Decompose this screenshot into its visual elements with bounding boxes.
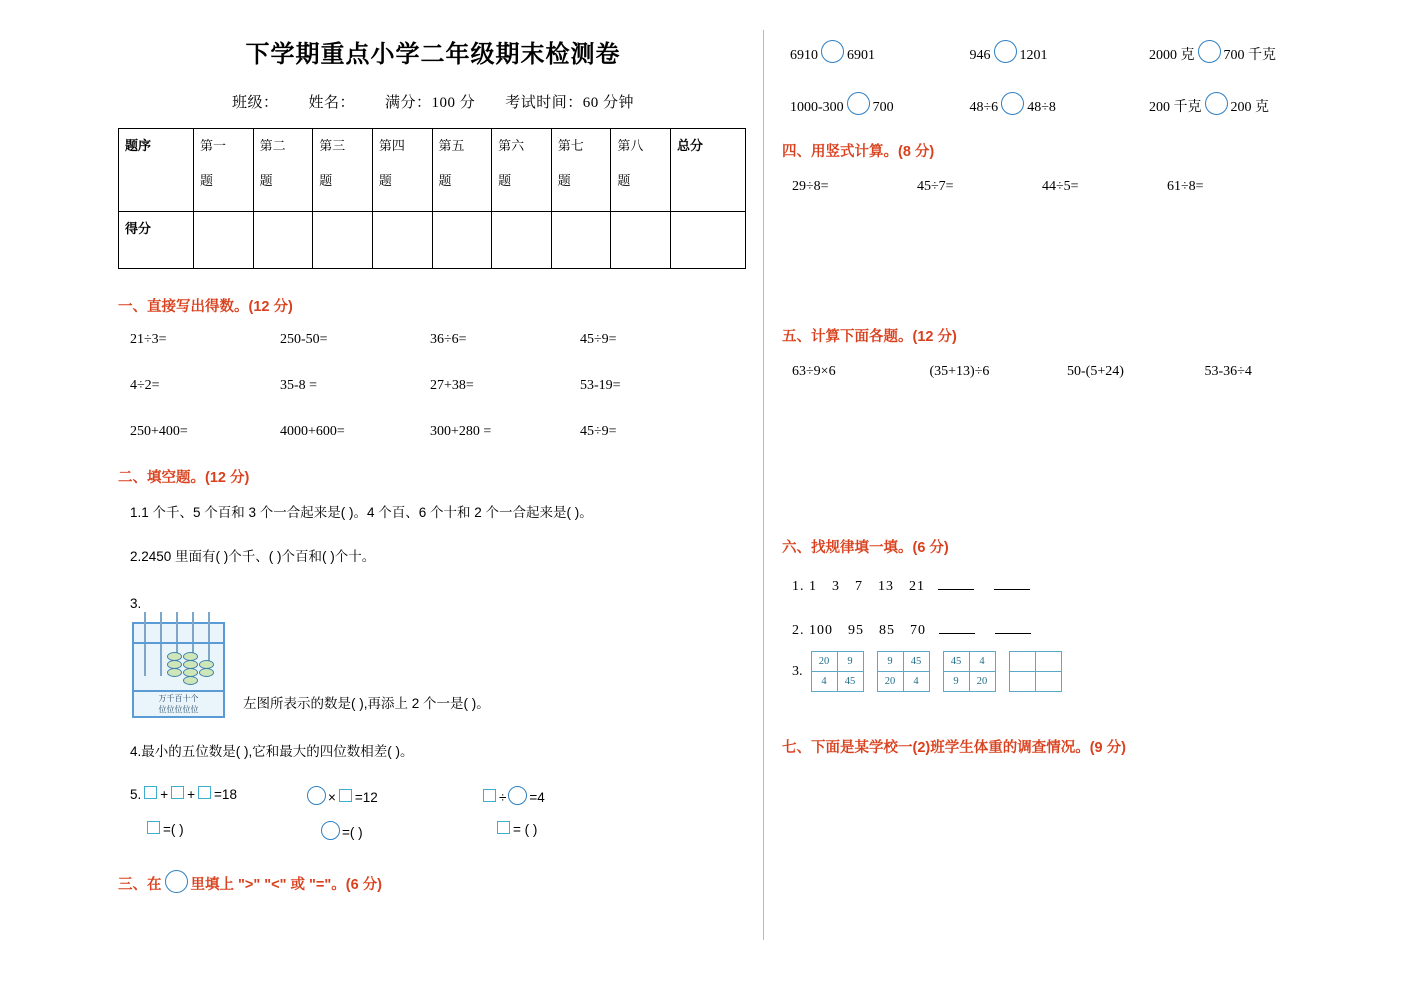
grid-cell[interactable] — [1035, 652, 1061, 672]
expression: 4÷2= — [130, 378, 160, 393]
q5-ans-2 — [319, 821, 494, 840]
table-row — [877, 672, 929, 692]
q3-number: 3. — [792, 663, 803, 679]
expression: (35+13)÷6 — [929, 364, 990, 379]
table-row — [119, 212, 746, 269]
section-1-heading: 一、直接写出得数。(12 分) — [118, 299, 293, 315]
answer-blank[interactable]: =( ) — [342, 825, 363, 841]
section-3-heading-b: 里填上 ">" "<" 或 "="。(6 分) — [190, 877, 383, 894]
q5-expr-2 — [305, 786, 480, 805]
section-4-heading: 四、用竖式计算。(8 分) — [782, 144, 935, 160]
section-2-q2: 2.2450 里面有( )个千、( )个百和( )个十。 — [130, 549, 376, 565]
expression: 4000+600= — [280, 424, 345, 439]
col-label: 第八 — [617, 138, 644, 153]
col-label-2: 题 — [378, 173, 392, 188]
expression: 44÷5= — [1042, 179, 1079, 194]
score-cell-2[interactable] — [253, 212, 313, 269]
circle-box-icon[interactable] — [321, 821, 340, 840]
section-1-row-2 — [130, 378, 748, 394]
compare-left: 1000-300 — [790, 100, 844, 115]
compare-pair — [1149, 92, 1342, 116]
col-label-2: 题 — [498, 173, 512, 188]
grid-cell[interactable] — [1009, 672, 1035, 692]
circle-box-icon[interactable] — [1205, 92, 1228, 115]
score-cell-7[interactable] — [551, 212, 611, 269]
plus-sign: + — [160, 787, 169, 803]
col-label-2: 题 — [438, 173, 452, 188]
q5-expr-1 — [130, 786, 305, 805]
column-divider — [763, 30, 764, 940]
expression: 27+38= — [430, 378, 474, 393]
left-column — [118, 30, 748, 950]
score-table-total: 总分 — [671, 129, 746, 212]
compare-right: 700 千克 — [1223, 48, 1276, 63]
score-row-label: 得分 — [119, 212, 194, 269]
section-2-q3 — [118, 616, 748, 718]
pattern-grid-2 — [877, 651, 930, 692]
square-box-icon[interactable] — [147, 821, 160, 834]
grid-cell: 9 — [877, 652, 903, 672]
section-6-q1 — [792, 575, 1342, 595]
score-table-col-8 — [611, 129, 671, 212]
compare-right: 48÷8 — [1027, 100, 1056, 115]
section-2-q5 — [130, 786, 748, 805]
section-2-q3-number: 3. — [130, 595, 142, 611]
equals-12: =12 — [354, 790, 378, 806]
expression: 35-8 = — [280, 378, 318, 393]
circle-box-icon[interactable] — [821, 40, 844, 63]
col-label: 第七 — [557, 138, 584, 153]
compare-pair — [1149, 40, 1342, 64]
grid-cell: 45 — [943, 652, 969, 672]
answer-blank[interactable]: =( ) — [163, 822, 184, 838]
expression: 250-50= — [280, 332, 328, 347]
table-row — [119, 129, 746, 212]
grid-cell: 4 — [969, 652, 995, 672]
exam-time-label: 考试时间：60 分钟 — [505, 95, 635, 111]
compare-pair — [970, 92, 1150, 116]
expression: 50-(5+24) — [1067, 364, 1124, 379]
equals-4: =4 — [529, 790, 545, 806]
grid-cell[interactable] — [1009, 652, 1035, 672]
score-cell-6[interactable] — [492, 212, 552, 269]
circle-box-icon[interactable] — [1198, 40, 1221, 63]
section-7-heading: 七、下面是某学校一(2)班学生体重的调查情况。(9 分) — [782, 740, 1126, 756]
col-label: 第一 — [200, 138, 227, 153]
section-3-heading — [118, 870, 748, 894]
expression: 21÷3= — [130, 332, 167, 347]
table-row — [811, 672, 863, 692]
col-label: 第六 — [498, 138, 525, 153]
compare-pair — [790, 92, 970, 116]
section-2-q5-answers — [144, 821, 748, 840]
answer-blank[interactable] — [938, 575, 974, 590]
pattern-grid-3 — [943, 651, 996, 692]
pattern-grid-1 — [811, 651, 864, 692]
circle-box-icon[interactable] — [994, 40, 1017, 63]
table-row — [1009, 672, 1061, 692]
section-5-heading: 五、计算下面各题。(12 分) — [782, 329, 957, 345]
circle-box-icon[interactable] — [307, 786, 326, 805]
circle-box-icon[interactable] — [508, 786, 527, 805]
score-cell-8[interactable] — [611, 212, 671, 269]
expression: 53-36÷4 — [1204, 364, 1252, 379]
col-label-2: 题 — [319, 173, 333, 188]
grid-cell: 45 — [903, 652, 929, 672]
grid-cell[interactable] — [1035, 672, 1061, 692]
section-2-q3-caption: 左图所表示的数是( ),再添上 2 个一是( )。 — [243, 695, 490, 711]
compare-left: 200 千克 — [1149, 100, 1202, 115]
abacus-place-labels: 万千百十个 位位位位位 — [132, 692, 225, 718]
square-box-icon[interactable] — [339, 789, 352, 802]
expression: 45÷9= — [580, 424, 617, 439]
col-label-2: 题 — [557, 173, 571, 188]
square-box-icon[interactable] — [497, 821, 510, 834]
compare-pair — [970, 40, 1150, 64]
full-score-label: 满分：100 分 — [385, 95, 476, 111]
section-1-row-3 — [130, 424, 748, 440]
grid-cell: 20 — [877, 672, 903, 692]
section-2-q1: 1.1 个千、5 个百和 3 个一合起来是( )。4 个百、6 个十和 2 个一合起来是( )。 — [130, 505, 593, 520]
section-6-heading: 六、找规律填一填。(6 分) — [782, 540, 949, 556]
work-space-section-4 — [782, 195, 1342, 291]
section-3-heading-a: 三、在 — [118, 877, 162, 894]
score-cell-4[interactable] — [372, 212, 432, 269]
section-6-q3 — [792, 651, 1342, 692]
square-box-icon[interactable] — [171, 786, 184, 799]
answer-blank[interactable] — [995, 619, 1031, 634]
times-sign: × — [328, 790, 336, 806]
section-6-q2 — [792, 619, 1342, 639]
q1-sequence: 1 3 7 13 21 — [809, 579, 925, 594]
col-label-2: 题 — [200, 173, 214, 188]
q5-expr-3 — [480, 786, 655, 805]
col-label: 第五 — [438, 138, 465, 153]
circle-box-icon — [165, 870, 188, 893]
score-table-col-2 — [253, 129, 313, 212]
section-3-row-1 — [790, 40, 1342, 64]
abacus-icon — [132, 622, 227, 718]
square-box-icon[interactable] — [198, 786, 211, 799]
table-row — [943, 672, 995, 692]
grid-cell: 9 — [943, 672, 969, 692]
square-box-icon[interactable] — [483, 789, 496, 802]
score-table — [118, 128, 746, 269]
name-label: 姓名： — [308, 95, 355, 111]
compare-left: 48÷6 — [969, 100, 999, 115]
section-2-heading: 二、填空题。(12 分) — [118, 470, 250, 486]
grid-cell: 4 — [903, 672, 929, 692]
square-box-icon[interactable] — [144, 786, 157, 799]
section-2-q4: 4.最小的五位数是( ),它和最大的四位数相差( )。 — [130, 743, 414, 759]
expression: 45÷9= — [580, 332, 617, 347]
page-title: 下学期重点小学二年级期末检测卷 — [245, 42, 621, 68]
q2-number: 2. — [792, 623, 805, 638]
section-4-items — [792, 179, 1342, 195]
col-label: 第四 — [378, 138, 405, 153]
grid-cell: 20 — [969, 672, 995, 692]
grid-cell: 45 — [837, 672, 863, 692]
pattern-grid-answer[interactable] — [1009, 651, 1062, 692]
work-space-section-5 — [782, 380, 1342, 510]
grid-cell: 9 — [837, 652, 863, 672]
equals-18: =18 — [214, 787, 237, 803]
expression: 63÷9×6 — [792, 364, 836, 379]
grid-cell: 4 — [811, 672, 837, 692]
plus-sign-2: + — [187, 787, 196, 803]
col-label: 第二 — [259, 138, 286, 153]
score-table-header: 题序 — [119, 129, 194, 212]
score-table-col-4 — [372, 129, 432, 212]
expression: 53-19= — [580, 378, 621, 393]
expression: 36÷6= — [430, 332, 467, 347]
q5-number: 5. — [130, 787, 142, 803]
answer-blank[interactable]: = ( ) — [513, 822, 538, 838]
col-label-2: 题 — [259, 173, 273, 188]
score-cell-3[interactable] — [313, 212, 373, 269]
col-label: 第三 — [319, 138, 346, 153]
divide-sign: ÷ — [499, 790, 507, 806]
right-column — [782, 30, 1342, 950]
score-cell-5[interactable] — [432, 212, 492, 269]
q1-number: 1. — [792, 579, 805, 594]
expression: 300+280 = — [430, 424, 492, 439]
compare-left: 946 — [969, 48, 991, 63]
circle-box-icon[interactable] — [847, 92, 870, 115]
table-row — [877, 652, 929, 672]
answer-blank[interactable] — [994, 575, 1030, 590]
class-label: 班级： — [231, 95, 279, 111]
q2-sequence: 100 95 85 70 — [809, 623, 926, 638]
table-row — [943, 652, 995, 672]
section-3-row-2 — [790, 92, 1342, 116]
compare-right: 700 — [872, 100, 894, 115]
table-row — [1009, 652, 1061, 672]
circle-box-icon[interactable] — [1001, 92, 1024, 115]
expression: 29÷8= — [792, 179, 829, 194]
q5-ans-3 — [494, 821, 669, 840]
score-table-col-1 — [194, 129, 254, 212]
col-label-2: 题 — [617, 173, 631, 188]
score-table-col-6 — [492, 129, 552, 212]
expression: 45÷7= — [917, 179, 954, 194]
compare-right: 1201 — [1019, 48, 1048, 63]
score-cell-total[interactable] — [671, 212, 746, 269]
compare-right: 6901 — [847, 48, 875, 63]
grid-cell: 20 — [811, 652, 837, 672]
q5-ans-1 — [144, 821, 319, 840]
compare-right: 200 克 — [1230, 100, 1269, 115]
compare-pair — [790, 40, 970, 64]
section-1-row-1 — [130, 332, 748, 348]
score-table-col-5 — [432, 129, 492, 212]
section-5-items — [792, 364, 1342, 380]
answer-blank[interactable] — [939, 619, 975, 634]
table-row — [811, 652, 863, 672]
score-cell-1[interactable] — [194, 212, 254, 269]
exam-meta — [118, 91, 748, 112]
score-table-col-7 — [551, 129, 611, 212]
expression: 250+400= — [130, 424, 188, 439]
compare-left: 6910 — [790, 48, 818, 63]
expression: 61÷8= — [1167, 179, 1204, 194]
score-table-col-3 — [313, 129, 373, 212]
compare-left: 2000 克 — [1149, 48, 1195, 63]
